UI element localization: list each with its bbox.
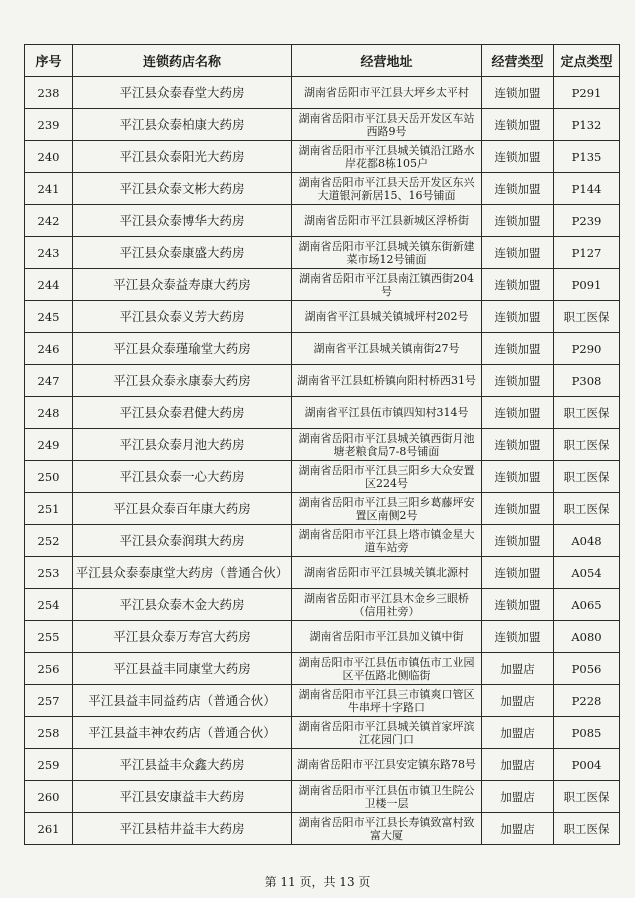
- cell-name: 平江县众泰百年康大药房: [73, 493, 292, 525]
- cell-serial: 239: [25, 109, 73, 141]
- table-row: [25, 301, 620, 333]
- cell-code: P308: [554, 365, 620, 397]
- table-row: [25, 493, 620, 525]
- cell-name: 平江县桔井益丰大药房: [73, 813, 292, 845]
- cell-serial: 254: [25, 589, 73, 621]
- cell-type: 加盟店: [482, 653, 554, 685]
- cell-code: 职工医保: [554, 493, 620, 525]
- cell-addr: 湖南省岳阳市平江县城关镇东街新建菜市场12号铺面: [292, 237, 482, 269]
- cell-serial: 253: [25, 557, 73, 589]
- cell-type: 连锁加盟: [482, 141, 554, 173]
- cell-type: 连锁加盟: [482, 301, 554, 333]
- cell-type: 连锁加盟: [482, 77, 554, 109]
- table-row: [25, 269, 620, 301]
- table-row: [25, 525, 620, 557]
- table-row: [25, 429, 620, 461]
- cell-name: 平江县众泰文彬大药房: [73, 173, 292, 205]
- cell-code: P091: [554, 269, 620, 301]
- cell-serial: 242: [25, 205, 73, 237]
- cell-name: 平江县众泰柏康大药房: [73, 109, 292, 141]
- cell-type: 加盟店: [482, 685, 554, 717]
- cell-addr: 湖南省平江县伍市镇四知村314号: [292, 397, 482, 429]
- cell-name: 平江县众泰润琪大药房: [73, 525, 292, 557]
- cell-addr: 湖南省岳阳市平江县城关镇沿江路水岸花都8栋105户: [292, 141, 482, 173]
- cell-code: P291: [554, 77, 620, 109]
- header-address: 经营地址: [292, 45, 482, 77]
- cell-addr: 湖南省岳阳市平江县新城区浮桥街: [292, 205, 482, 237]
- cell-addr: 湖南省岳阳市平江县长寿镇致富村致富大厦: [292, 813, 482, 845]
- cell-name: 平江县众泰义芳大药房: [73, 301, 292, 333]
- cell-serial: 260: [25, 781, 73, 813]
- cell-type: 连锁加盟: [482, 621, 554, 653]
- cell-name: 平江县安康益丰大药房: [73, 781, 292, 813]
- cell-type: 连锁加盟: [482, 365, 554, 397]
- cell-serial: 261: [25, 813, 73, 845]
- cell-addr: 湖南省岳阳市平江县三阳乡葛藤坪安置区南侧2号: [292, 493, 482, 525]
- table-row: [25, 77, 620, 109]
- table-row: [25, 685, 620, 717]
- cell-addr: 湖南省岳阳市平江县上塔市镇金星大道车站旁: [292, 525, 482, 557]
- cell-type: 连锁加盟: [482, 109, 554, 141]
- cell-addr: 湖南岳阳市平江县伍市镇伍市工业园区平伍路北侧临街: [292, 653, 482, 685]
- cell-code: A054: [554, 557, 620, 589]
- cell-addr: 湖南省平江县城关镇城坪村202号: [292, 301, 482, 333]
- table-row: [25, 589, 620, 621]
- cell-name: 平江县众泰君健大药房: [73, 397, 292, 429]
- header-designation-type: 定点类型: [554, 45, 620, 77]
- cell-code: P127: [554, 237, 620, 269]
- cell-type: 连锁加盟: [482, 397, 554, 429]
- cell-code: P135: [554, 141, 620, 173]
- table-row: [25, 781, 620, 813]
- cell-serial: 249: [25, 429, 73, 461]
- table-row: [25, 173, 620, 205]
- cell-name: 平江县益丰同康堂大药房: [73, 653, 292, 685]
- cell-type: 连锁加盟: [482, 557, 554, 589]
- cell-type: 连锁加盟: [482, 269, 554, 301]
- pharmacy-table: [24, 44, 620, 845]
- pharmacy-table-sheet: [24, 44, 619, 845]
- cell-name: 平江县众泰益寿康大药房: [73, 269, 292, 301]
- cell-code: P290: [554, 333, 620, 365]
- cell-name: 平江县众泰春堂大药房: [73, 77, 292, 109]
- cell-name: 平江县益丰同益药店（普通合伙）: [73, 685, 292, 717]
- cell-name: 平江县众泰泰康堂大药房（普通合伙）: [73, 557, 292, 589]
- cell-code: P056: [554, 653, 620, 685]
- cell-addr: 湖南省岳阳市平江县城关镇首家坪滨江花园门口: [292, 717, 482, 749]
- cell-addr: 湖南省平江县城关镇南街27号: [292, 333, 482, 365]
- cell-serial: 246: [25, 333, 73, 365]
- cell-name: 平江县众泰万寿宫大药房: [73, 621, 292, 653]
- cell-name: 平江县益丰神农药店（普通合伙）: [73, 717, 292, 749]
- cell-code: P239: [554, 205, 620, 237]
- cell-serial: 250: [25, 461, 73, 493]
- cell-addr: 湖南省岳阳市平江县三阳乡大众安置区224号: [292, 461, 482, 493]
- cell-addr: 湖南省岳阳市平江县伍市镇卫生院公卫楼一层: [292, 781, 482, 813]
- cell-type: 加盟店: [482, 781, 554, 813]
- table-row: [25, 205, 620, 237]
- cell-serial: 256: [25, 653, 73, 685]
- cell-type: 连锁加盟: [482, 173, 554, 205]
- cell-serial: 248: [25, 397, 73, 429]
- cell-addr: 湖南省岳阳市平江县三市镇爽口管区牛串坪十字路口: [292, 685, 482, 717]
- cell-addr: 湖南省岳阳市平江县天岳开发区车站西路9号: [292, 109, 482, 141]
- cell-code: P004: [554, 749, 620, 781]
- table-row: [25, 717, 620, 749]
- cell-type: 连锁加盟: [482, 525, 554, 557]
- table-row: [25, 653, 620, 685]
- cell-serial: 258: [25, 717, 73, 749]
- table-row: [25, 621, 620, 653]
- cell-type: 连锁加盟: [482, 237, 554, 269]
- table-row: [25, 109, 620, 141]
- cell-serial: 257: [25, 685, 73, 717]
- page-footer: 第 11 页，共 13 页: [264, 875, 371, 889]
- cell-addr: 湖南省岳阳市平江县木金乡三眼桥（信用社旁）: [292, 589, 482, 621]
- cell-type: 连锁加盟: [482, 333, 554, 365]
- table-row: [25, 397, 620, 429]
- cell-type: 连锁加盟: [482, 589, 554, 621]
- cell-code: 职工医保: [554, 781, 620, 813]
- table-row: [25, 365, 620, 397]
- cell-addr: 湖南省岳阳市平江县安定镇东路78号: [292, 749, 482, 781]
- cell-serial: 245: [25, 301, 73, 333]
- cell-name: 平江县众泰博华大药房: [73, 205, 292, 237]
- cell-addr: 湖南省岳阳市平江县大坪乡太平村: [292, 77, 482, 109]
- table-header-row: [25, 45, 620, 77]
- cell-serial: 251: [25, 493, 73, 525]
- cell-name: 平江县众泰月池大药房: [73, 429, 292, 461]
- header-serial: 序号: [25, 45, 73, 77]
- cell-type: 连锁加盟: [482, 461, 554, 493]
- cell-name: 平江县众泰一心大药房: [73, 461, 292, 493]
- cell-serial: 255: [25, 621, 73, 653]
- cell-code: A048: [554, 525, 620, 557]
- cell-name: 平江县众泰瑾瑜堂大药房: [73, 333, 292, 365]
- cell-code: A080: [554, 621, 620, 653]
- cell-type: 连锁加盟: [482, 205, 554, 237]
- cell-name: 平江县众泰康盛大药房: [73, 237, 292, 269]
- cell-code: 职工医保: [554, 461, 620, 493]
- cell-name: 平江县众泰阳光大药房: [73, 141, 292, 173]
- header-store-name: 连锁药店名称: [73, 45, 292, 77]
- cell-type: 连锁加盟: [482, 493, 554, 525]
- table-row: [25, 141, 620, 173]
- cell-type: 加盟店: [482, 813, 554, 845]
- cell-addr: 湖南省平江县虹桥镇向阳村桥西31号: [292, 365, 482, 397]
- cell-serial: 252: [25, 525, 73, 557]
- cell-code: P228: [554, 685, 620, 717]
- cell-serial: 240: [25, 141, 73, 173]
- cell-code: 职工医保: [554, 397, 620, 429]
- cell-code: P144: [554, 173, 620, 205]
- cell-type: 加盟店: [482, 717, 554, 749]
- cell-type: 连锁加盟: [482, 429, 554, 461]
- header-business-type: 经营类型: [482, 45, 554, 77]
- cell-code: 职工医保: [554, 429, 620, 461]
- table-row: [25, 333, 620, 365]
- cell-code: P085: [554, 717, 620, 749]
- cell-name: 平江县益丰众鑫大药房: [73, 749, 292, 781]
- table-row: [25, 237, 620, 269]
- cell-serial: 243: [25, 237, 73, 269]
- cell-name: 平江县众泰木金大药房: [73, 589, 292, 621]
- cell-serial: 259: [25, 749, 73, 781]
- cell-code: P132: [554, 109, 620, 141]
- cell-addr: 湖南省岳阳市平江县南江镇西街204号: [292, 269, 482, 301]
- cell-addr: 湖南省岳阳市平江县加义镇中街: [292, 621, 482, 653]
- table-row: [25, 557, 620, 589]
- cell-addr: 湖南省岳阳市平江县城关镇西街月池塘老粮食局7-8号铺面: [292, 429, 482, 461]
- cell-code: 职工医保: [554, 813, 620, 845]
- cell-serial: 244: [25, 269, 73, 301]
- cell-addr: 湖南省岳阳市平江县城关镇北源村: [292, 557, 482, 589]
- table-row: [25, 813, 620, 845]
- cell-code: 职工医保: [554, 301, 620, 333]
- cell-code: A065: [554, 589, 620, 621]
- table-row: [25, 749, 620, 781]
- cell-serial: 238: [25, 77, 73, 109]
- cell-type: 加盟店: [482, 749, 554, 781]
- table-row: [25, 461, 620, 493]
- cell-name: 平江县众泰永康泰大药房: [73, 365, 292, 397]
- cell-serial: 241: [25, 173, 73, 205]
- cell-serial: 247: [25, 365, 73, 397]
- cell-addr: 湖南省岳阳市平江县天岳开发区东兴大道银河新居15、16号铺面: [292, 173, 482, 205]
